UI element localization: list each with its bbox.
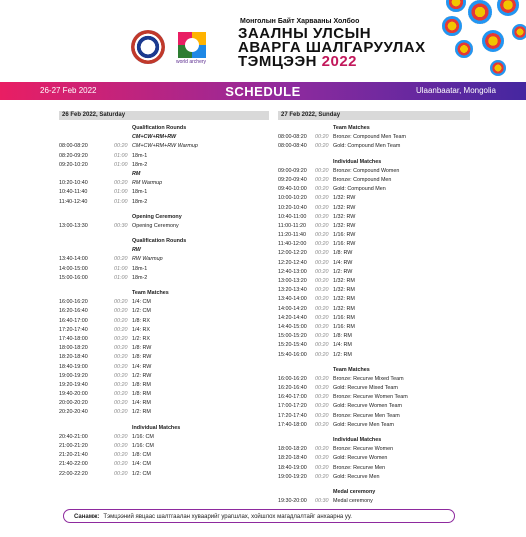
row-event: 1/32: RM (333, 305, 355, 312)
title-line-2: АВАРГА ШАЛГАРУУЛАХ (238, 39, 426, 56)
schedule-row (59, 198, 269, 207)
schedule-row (59, 390, 269, 399)
row-time: 10:20-10:40 (59, 180, 88, 187)
row-duration: 00:20 (315, 314, 329, 321)
row-event: Bronze: Recurve Women Team (333, 394, 408, 401)
row-duration: 00:20 (315, 213, 329, 220)
row-time: 20:00-20:20 (59, 400, 88, 407)
row-time: 11:40-12:00 (278, 241, 307, 248)
row-duration: 00:20 (114, 391, 128, 398)
row-event: Bronze: Recurve Men Team (333, 412, 400, 419)
sunday-column (278, 111, 470, 506)
schedule-row (59, 188, 269, 197)
row-event: 1/32: RW (333, 213, 356, 220)
section-heading: RW (132, 247, 141, 254)
row-time: 16:00-16:20 (278, 375, 307, 382)
schedule-row (59, 372, 269, 381)
row-duration: 00:20 (315, 268, 329, 275)
section-heading: Individual Matches (333, 158, 382, 165)
row-duration: 00:20 (315, 222, 329, 229)
row-duration: 01:00 (114, 265, 128, 272)
row-event: Bronze: Recurve Women (333, 446, 394, 453)
row-duration: 00:20 (315, 232, 329, 239)
schedule-row (59, 460, 269, 469)
row-time: 14:00-15:00 (59, 265, 88, 272)
row-duration: 00:20 (315, 464, 329, 471)
row-event: 1/16: RW (333, 232, 356, 239)
schedule-row (278, 402, 470, 411)
target-icon (497, 0, 519, 16)
schedule-row (278, 497, 470, 506)
schedule-row (59, 255, 269, 264)
schedule-row (59, 363, 269, 372)
row-event: 1/8: RM (333, 333, 352, 340)
saturday-column (59, 111, 269, 479)
row-time: 09:00-09:20 (278, 167, 307, 174)
row-time: 13:40-14:00 (59, 256, 88, 263)
row-time: 18:40-19:00 (59, 363, 88, 370)
row-time: 16:20-16:40 (59, 308, 88, 315)
row-event: Bronze: Recurve Men (333, 464, 386, 471)
schedule-row (59, 344, 269, 353)
row-time: 13:00-13:30 (59, 222, 88, 229)
row-duration: 00:20 (315, 351, 329, 358)
row-time: 17:20-17:40 (278, 412, 307, 419)
row-event: 1/16: RW (333, 241, 356, 248)
target-icon (482, 30, 504, 52)
row-time: 19:00-19:20 (278, 473, 307, 480)
schedule-row (59, 161, 269, 170)
row-event: 1/2: RX (132, 335, 150, 342)
row-time: 18:40-19:00 (278, 464, 307, 471)
row-time: 19:40-20:00 (59, 391, 88, 398)
row-duration: 00:20 (315, 342, 329, 349)
row-time: 09:40-10:00 (278, 186, 307, 193)
row-duration: 00:20 (315, 394, 329, 401)
schedule-row (278, 194, 470, 203)
title-line-1: ЗААЛНЫ УЛСЫН (238, 25, 372, 42)
title-line-3-text: ТЭМЦЭЭН (238, 53, 317, 70)
schedule-row (59, 381, 269, 390)
row-duration: 00:20 (114, 443, 128, 449)
row-duration: 00:20 (114, 470, 128, 477)
row-time: 13:20-13:40 (278, 287, 307, 294)
row-duration: 00:20 (114, 461, 128, 468)
schedule-row (278, 213, 470, 222)
row-duration: 00:20 (315, 455, 329, 462)
row-duration: 00:20 (114, 256, 128, 263)
row-time: 18:20-18:40 (59, 354, 88, 361)
row-event: CM+CW+RM+RW Warmup (132, 143, 198, 150)
row-duration: 00:20 (315, 143, 329, 150)
row-duration: 00:20 (114, 317, 128, 324)
row-event: 1/16: RM (333, 314, 355, 321)
row-duration: 00:20 (315, 204, 329, 211)
row-time: 16:20-16:40 (278, 385, 307, 392)
row-time: 10:20-10:40 (278, 204, 307, 211)
schedule-row (59, 433, 269, 442)
row-duration: 01:00 (114, 198, 128, 205)
row-duration: 00:20 (114, 400, 128, 407)
row-event: 1/32: RM (333, 278, 355, 284)
row-duration: 00:20 (114, 335, 128, 342)
row-event: 1/32: RM (333, 296, 355, 303)
row-duration: 00:20 (114, 143, 128, 150)
row-event: 18m-1 (132, 189, 148, 196)
row-duration: 00:20 (114, 354, 128, 361)
row-event: 1/8: RM (132, 391, 151, 398)
row-event: 1/32: RW (333, 222, 356, 229)
row-time: 22:00-22:20 (59, 470, 88, 477)
row-time: 10:40-11:40 (59, 189, 88, 196)
row-time: 13:40-14:00 (278, 296, 307, 303)
row-event: RW Warmup (132, 256, 163, 263)
row-event: 1/4: RM (132, 400, 151, 407)
schedule-row (278, 249, 470, 258)
schedule-row (278, 133, 470, 142)
row-event: 18m-2 (132, 274, 148, 281)
row-duration: 00:20 (315, 305, 329, 312)
schedule-row (278, 384, 470, 393)
section-heading: Team Matches (132, 290, 169, 296)
row-event: Opening Ceremony (132, 222, 179, 229)
schedule-row (278, 375, 470, 384)
row-event: 1/8: RX (132, 317, 150, 324)
day-heading: 27 Feb 2022, Sunday (278, 111, 470, 120)
schedule-row (59, 442, 269, 451)
row-event: Bronze: Recurve Mixed Team (333, 375, 404, 382)
row-time: 17:40-18:00 (278, 421, 307, 428)
target-icon (455, 40, 473, 58)
note-text: Тэмцээний явцаас шалтгаалан хуваарийг урагшлах, хойшлох магадлалтайг анхаарна уу. (103, 514, 352, 520)
row-event: 18m-1 (132, 265, 148, 272)
schedule-row (59, 142, 269, 151)
row-event: Bronze: Compound Women (333, 167, 400, 174)
row-duration: 00:20 (315, 333, 329, 340)
row-event: 1/32: RW (333, 195, 356, 202)
row-duration: 00:20 (114, 433, 128, 440)
row-time: 12:00-12:20 (278, 250, 307, 257)
schedule-row (278, 305, 470, 314)
row-time: 08:00-08:40 (278, 143, 307, 150)
section-heading: Qualification Rounds (132, 125, 187, 131)
row-time: 20:40-21:00 (59, 433, 88, 440)
note-label: Санамж: (74, 514, 100, 520)
row-time: 14:00-14:20 (278, 305, 307, 312)
row-event: 1/32: RW (333, 204, 356, 211)
schedule-row (59, 335, 269, 344)
note-box (63, 509, 455, 523)
schedule-row (278, 167, 470, 176)
target-icon (512, 24, 526, 40)
row-event: RM Warmup (132, 180, 163, 187)
world-archery-label: world archery (176, 59, 207, 65)
row-event: 1/4: CM (132, 461, 151, 468)
row-duration: 00:20 (315, 278, 329, 284)
section-heading: CM+CW+RM+RW (132, 134, 177, 141)
row-event: Bronze: Compound Men Team (333, 134, 407, 141)
schedule-row (59, 408, 269, 417)
schedule-row (278, 341, 470, 350)
row-time: 18:20-18:40 (278, 455, 307, 462)
row-duration: 00:20 (315, 287, 329, 294)
schedule-row (278, 464, 470, 473)
row-time: 09:20-09:40 (278, 176, 307, 183)
section-heading: Team Matches (333, 125, 370, 131)
row-duration: 00:20 (315, 167, 329, 174)
schedule-row (59, 326, 269, 335)
row-event: 18m-1 (132, 152, 148, 159)
row-event: Medal ceremony (333, 498, 373, 505)
row-duration: 00:20 (315, 259, 329, 266)
row-time: 18:00-18:20 (59, 345, 88, 352)
target-icon (446, 0, 466, 12)
schedule-title: SCHEDULE (225, 84, 301, 99)
schedule-row (59, 307, 269, 316)
row-time: 21:20-21:40 (59, 452, 88, 459)
row-duration: 01:00 (114, 274, 128, 281)
target-icon (468, 0, 492, 24)
row-time: 11:00-11:20 (278, 222, 306, 229)
row-time: 15:00-16:00 (59, 274, 88, 281)
row-event: 18m-2 (132, 161, 148, 168)
schedule-row (59, 274, 269, 283)
schedule-row (278, 222, 470, 231)
schedule-row (59, 399, 269, 408)
section-heading: Medal ceremony (333, 488, 376, 495)
row-time: 16:00-16:20 (59, 299, 88, 306)
row-duration: 00:20 (315, 385, 329, 392)
schedule-row (278, 332, 470, 341)
row-time: 11:40-12:40 (59, 198, 88, 205)
row-time: 12:40-13:00 (278, 268, 307, 275)
row-duration: 00:20 (114, 326, 128, 333)
row-event: 1/4: RX (132, 326, 150, 333)
schedule-row (278, 473, 470, 482)
row-time: 20:20-20:40 (59, 409, 88, 416)
row-event: 1/4: CM (132, 299, 151, 306)
row-time: 15:40-16:00 (278, 351, 307, 358)
schedule-row (278, 240, 470, 249)
section-heading: Individual Matches (132, 424, 181, 431)
row-event: 1/2: CM (132, 470, 151, 477)
row-time: 16:40-17:00 (59, 317, 88, 324)
schedule-row (59, 298, 269, 307)
row-event: 1/2: RM (132, 409, 151, 416)
section-heading: Individual Matches (333, 437, 382, 443)
title-year: 2022 (321, 53, 358, 70)
row-duration: 00:20 (315, 250, 329, 257)
row-duration: 00:20 (114, 308, 128, 315)
schedule-row (278, 176, 470, 185)
row-time: 19:20-19:40 (59, 381, 88, 388)
row-event: 1/2: RM (333, 351, 352, 358)
row-duration: 00:20 (315, 296, 329, 303)
target-icon (490, 60, 506, 76)
row-time: 14:40-15:00 (278, 323, 307, 330)
schedule-row (278, 314, 470, 323)
row-event: 1/2: RW (132, 372, 152, 379)
row-duration: 00:20 (315, 446, 329, 453)
row-time: 13:00-13:20 (278, 278, 307, 284)
row-duration: 00:20 (315, 375, 329, 382)
row-duration: 00:20 (114, 180, 128, 187)
schedule-row (278, 421, 470, 430)
schedule-row (278, 412, 470, 421)
schedule-row (278, 268, 470, 277)
row-duration: 00:20 (315, 403, 329, 410)
row-event: 1/4: RW (333, 259, 353, 266)
row-time: 08:00-08:20 (59, 143, 88, 150)
row-event: Gold: Recurve Men (333, 473, 380, 480)
schedule-row (278, 351, 470, 360)
row-time: 08:00-08:20 (278, 134, 307, 141)
row-duration: 00:20 (114, 299, 128, 306)
row-time: 19:30-20:00 (278, 498, 307, 505)
row-time: 10:00-10:20 (278, 195, 307, 202)
row-event: Gold: Recurve Women Team (333, 403, 403, 410)
schedule-row (278, 259, 470, 268)
row-duration: 00:20 (114, 452, 128, 459)
schedule-row (278, 231, 470, 240)
row-time: 12:20-12:40 (278, 259, 307, 266)
schedule-row (278, 454, 470, 463)
row-duration: 00:20 (114, 409, 128, 416)
row-event: 1/16: CM (132, 433, 154, 440)
row-duration: 00:20 (315, 421, 329, 428)
row-duration: 00:20 (315, 323, 329, 330)
row-time: 08:20-09:20 (59, 152, 88, 159)
schedule-row (278, 323, 470, 332)
row-event: 1/32: RM (333, 287, 355, 294)
row-event: Gold: Compound Men Team (333, 143, 401, 150)
row-time: 21:00-21:20 (59, 443, 88, 449)
schedule-row (59, 179, 269, 188)
row-event: 1/8: RW (132, 354, 152, 361)
row-duration: 00:30 (114, 222, 128, 229)
row-time: 15:00-15:20 (278, 333, 307, 340)
row-duration: 00:20 (315, 473, 329, 480)
row-event: 1/2: RW (333, 268, 353, 275)
schedule-row (59, 317, 269, 326)
row-time: 09:20-10:20 (59, 161, 88, 168)
row-event: 1/8: RW (333, 250, 353, 257)
row-time: 18:00-18:20 (278, 446, 307, 453)
schedule-row (59, 152, 269, 161)
row-time: 17:00-17:20 (278, 403, 307, 410)
row-duration: 00:20 (114, 381, 128, 388)
schedule-row (278, 286, 470, 295)
row-event: Gold: Recurve Men Team (333, 421, 395, 428)
row-event: 1/4: RW (132, 363, 152, 370)
schedule-row (278, 204, 470, 213)
schedule-row (278, 445, 470, 454)
row-event: 1/16: RM (333, 323, 355, 330)
section-heading: RM (132, 170, 141, 177)
row-event: 1/4: RM (333, 342, 352, 349)
row-duration: 00:20 (315, 195, 329, 202)
row-time: 11:20-11:40 (278, 232, 306, 239)
event-place: Ulaanbaatar, Mongolia (415, 86, 496, 95)
row-duration: 00:20 (315, 241, 329, 248)
row-time: 17:40-18:00 (59, 335, 88, 342)
row-event: Bronze: Compound Men (333, 176, 392, 183)
section-heading: Team Matches (333, 366, 370, 373)
schedule-row (278, 185, 470, 194)
row-time: 19:00-19:20 (59, 372, 88, 379)
row-duration: 01:00 (114, 152, 128, 159)
row-time: 17:20-17:40 (59, 326, 88, 333)
section-heading: Qualification Rounds (132, 238, 187, 245)
sunday-schedule (278, 124, 470, 506)
title-line-3 (238, 55, 426, 69)
row-event: Gold: Compound Men (333, 186, 386, 193)
event-title (238, 27, 426, 69)
world-archery-logo-icon (178, 32, 208, 58)
row-duration: 00:20 (114, 345, 128, 352)
schedule-row (59, 451, 269, 460)
day-heading: 26 Feb 2022, Saturday (59, 111, 269, 120)
row-duration: 00:20 (114, 363, 128, 370)
row-duration: 00:30 (315, 498, 329, 505)
row-event: 1/8: RM (132, 381, 151, 388)
row-event: 1/16: CM (132, 443, 154, 449)
schedule-row (278, 295, 470, 304)
federation-logo-icon (131, 30, 165, 64)
row-event: Gold: Recurve Women (333, 455, 388, 462)
row-event: Gold: Recurve Mixed Team (333, 385, 398, 392)
row-duration: 00:20 (315, 134, 329, 141)
row-time: 21:40-22:00 (59, 461, 88, 468)
row-duration: 01:00 (114, 189, 128, 196)
schedule-row (278, 393, 470, 402)
row-duration: 01:00 (114, 161, 128, 168)
target-icon (442, 16, 462, 36)
schedule-row (59, 470, 269, 479)
section-heading: Opening Ceremony (132, 213, 182, 220)
schedule-row (59, 265, 269, 274)
row-time: 15:20-15:40 (278, 342, 307, 349)
org-name: Монголын Байт Харвааны Холбоо (240, 18, 360, 25)
saturday-schedule (59, 124, 269, 479)
row-time: 14:20-14:40 (278, 314, 307, 321)
row-duration: 00:20 (315, 176, 329, 183)
schedule-row (59, 222, 269, 231)
schedule-row (278, 142, 470, 151)
row-time: 16:40-17:00 (278, 394, 307, 401)
row-event: 18m-2 (132, 198, 148, 205)
row-duration: 00:20 (315, 186, 329, 193)
schedule-row (59, 353, 269, 362)
schedule-banner (0, 82, 526, 100)
row-duration: 00:20 (315, 412, 329, 419)
row-event: 1/8: RW (132, 345, 152, 352)
poster-header (0, 0, 526, 82)
schedule-row (278, 277, 470, 286)
row-event: 1/8: CM (132, 452, 151, 459)
row-time: 10:40-11:00 (278, 213, 307, 220)
event-dates: 26-27 Feb 2022 (40, 86, 97, 95)
row-duration: 00:20 (114, 372, 128, 379)
row-event: 1/2: CM (132, 308, 151, 315)
